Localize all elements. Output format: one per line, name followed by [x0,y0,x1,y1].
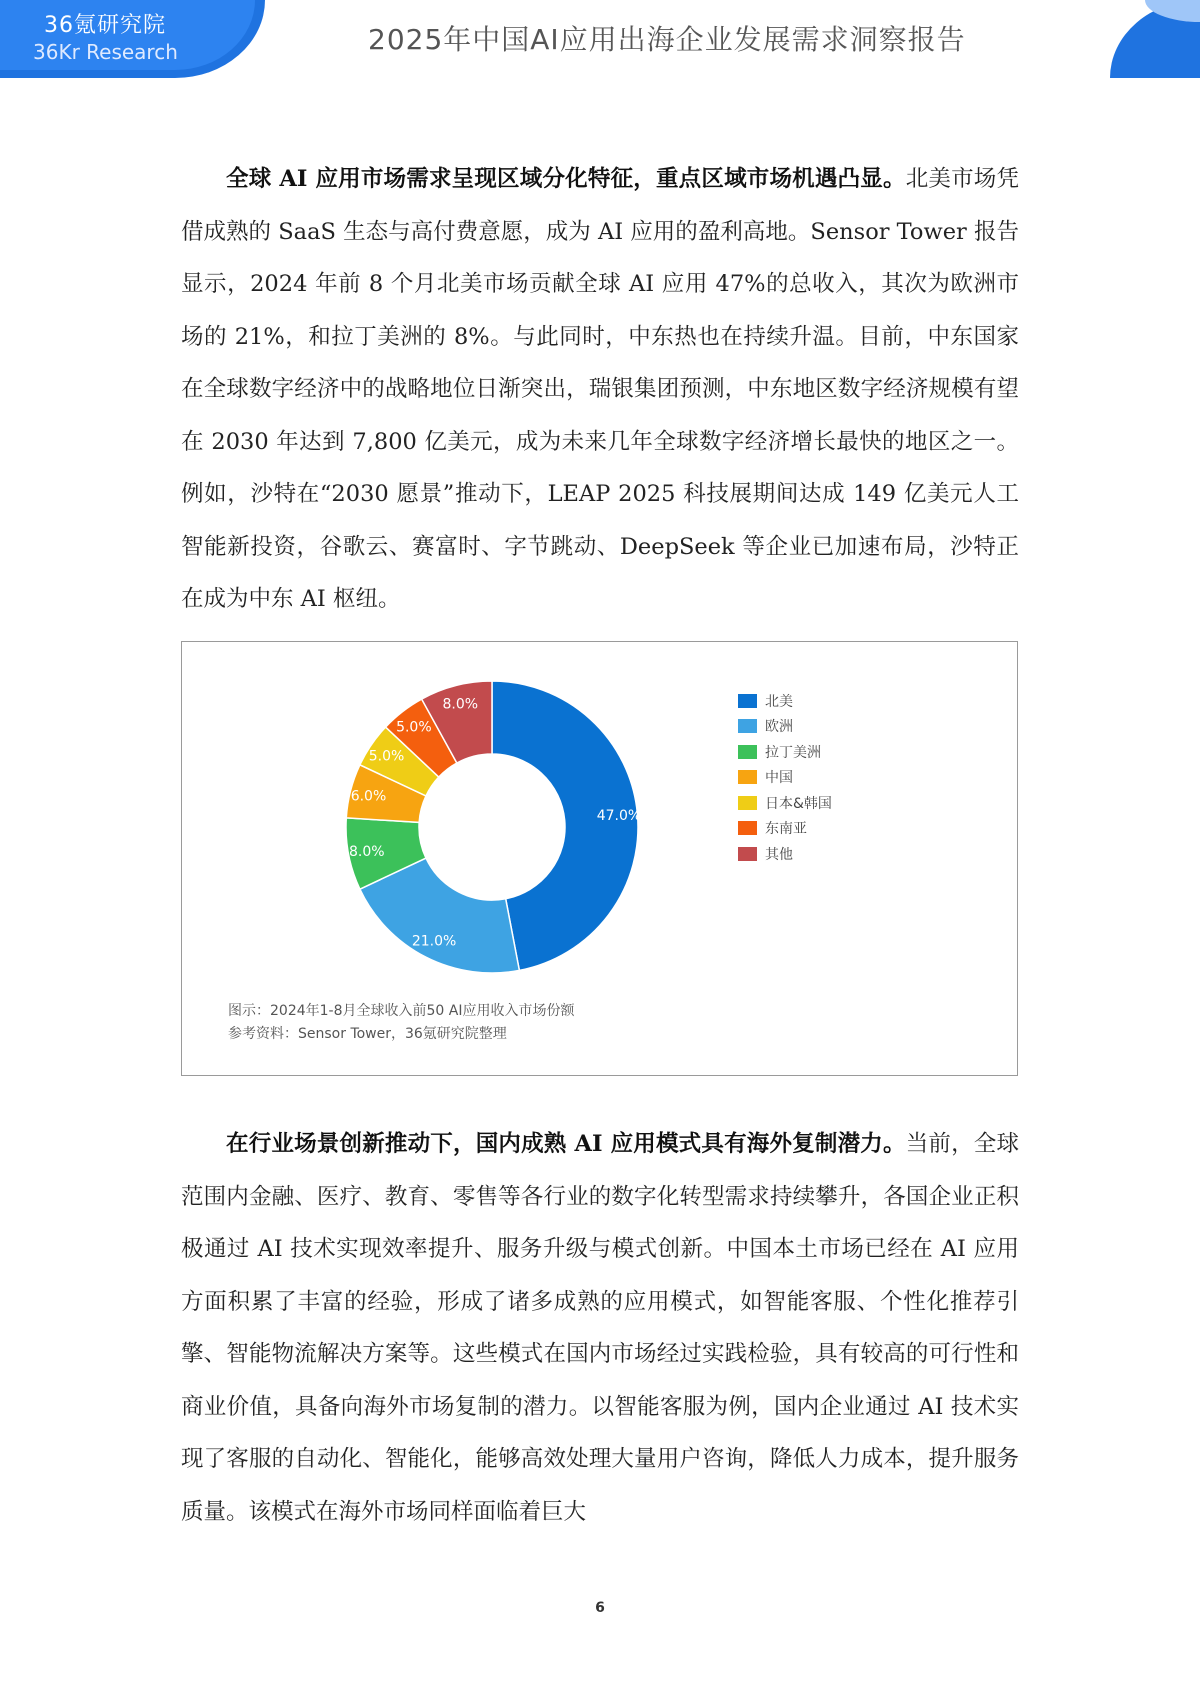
brand-name-cn: 36氪研究院 [44,13,166,38]
paragraph-lead: 全球 AI 应用市场需求呈现区域分化特征，重点区域市场机遇凸显。 [226,166,906,192]
page-number: 6 [595,1600,605,1616]
legend-item [738,765,832,791]
slice-label: 5.0% [396,719,432,736]
legend-label: 日本&韩国 [765,795,832,812]
paragraph-body: 北美市场凭借成熟的 SaaS 生态与高付费意愿，成为 AI 应用的盈利高地。Sensor Tower 报告显示，2024 年前 8 个月北美市场贡献全球 AI 应用 47%的总收入，其次为欧洲市场的 21%，和拉丁美洲的 8%。与此同时，中东热也在持续升温。目前，中东国家在全球数字经济中的战略地位日渐突出，瑞银集团预测，中东地区数字经济规模有望在 2030 年达到 7,800 亿美元，成为未来几年全球数字经济增长最快的地区之一。例如，沙特在“2030 愿景”推动下，LEAP 2025 科技展期间达成 149 亿美元人工智能新投资，谷歌云、赛富时、字节跳动、DeepSeek 等企业已加速布局，沙特正在成为中东 AI 枢纽。 [181,166,1019,612]
legend-item [738,739,832,765]
slice-label: 47.0% [596,808,642,825]
legend-swatch [738,694,757,708]
legend-label: 欧洲 [765,719,793,736]
legend-item [738,790,832,816]
chart-legend [738,688,832,867]
legend-label: 中国 [765,770,793,787]
brand-name-en: 36Kr Research [33,40,178,64]
paragraph-lead: 在行业场景创新推动下，国内成熟 AI 应用模式具有海外复制潜力。 [226,1131,906,1157]
slice-label: 5.0% [368,748,405,765]
slice-label: 8.0% [442,696,479,713]
legend-label: 拉丁美洲 [765,744,821,761]
legend-label: 北美 [765,693,793,710]
legend-item [738,816,832,842]
legend-label: 其他 [765,846,793,863]
legend-swatch [738,847,757,861]
figure-market-share [181,641,1018,1076]
figure-caption-block [228,1000,574,1046]
figure-source: 参考资料：Sensor Tower，36氪研究院整理 [228,1026,507,1042]
legend-swatch [738,796,757,810]
slice-label: 8.0% [348,843,385,860]
legend-swatch [738,770,757,784]
paragraph-body: 当前，全球范围内金融、医疗、教育、零售等各行业的数字化转型需求持续攀升，各国企业正积极通过 AI 技术实现效率提升、服务升级与模式创新。中国本土市场已经在 AI 应用方面积累了丰富的经验，形成了诸多成熟的应用模式，如智能客服、个性化推荐引擎、智能物流解决方案等。这些模式在国内市场经过实践检验，具有较高的可行性和商业价值，具备向海外市场复制的潜力。以智能客服为例，国内企业通过 AI 技术实现了客服的自动化、智能化，能够高效处理大量用户咨询，降低人力成本，提升服务质量。该模式在海外市场同样面临着巨大 [181,1131,1019,1525]
donut-slice [492,681,638,970]
paragraph-industry-scenario [181,1118,1019,1538]
legend-swatch [738,745,757,759]
legend-swatch [738,719,757,733]
report-title: 2025年中国AI应用出海企业发展需求洞察报告 [368,23,966,56]
paragraph-regional-market [181,153,1019,626]
slice-label: 6.0% [350,788,387,805]
slice-label: 21.0% [411,933,457,950]
legend-item [738,688,832,714]
legend-swatch [738,821,757,835]
legend-item [738,714,832,740]
legend-item [738,841,832,867]
figure-caption: 图示：2024年1-8月全球收入前50 AI应用收入市场份额 [228,1003,575,1019]
legend-label: 东南亚 [765,821,807,838]
